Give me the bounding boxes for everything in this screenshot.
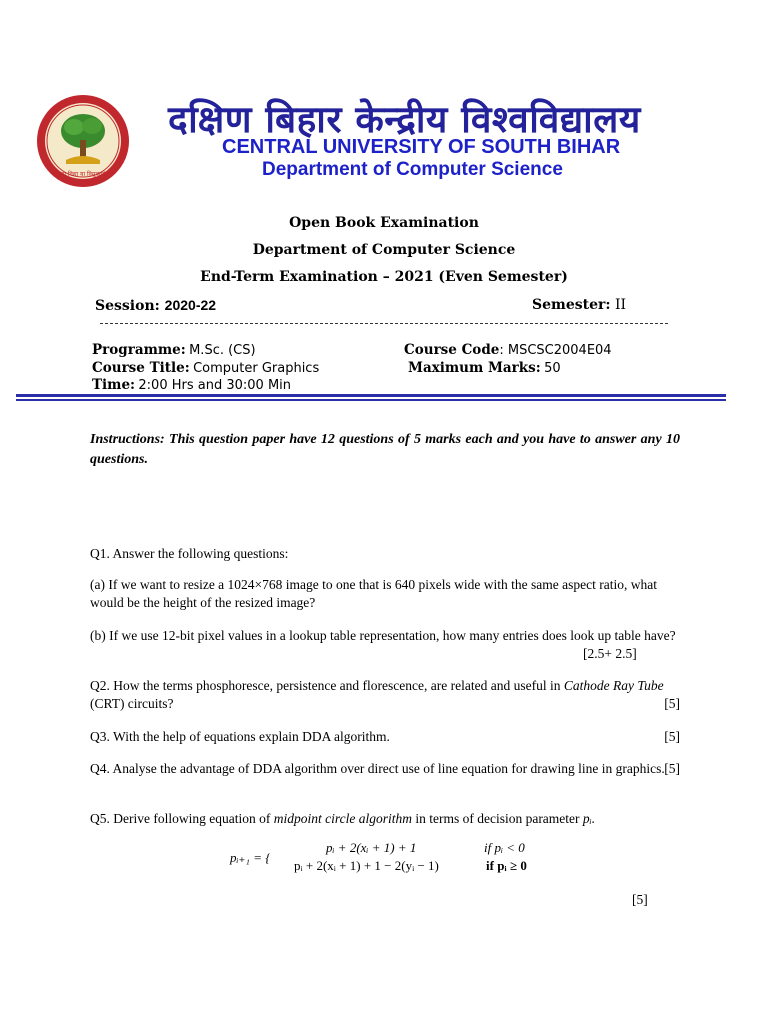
programme-label: Programme: bbox=[92, 342, 186, 358]
question-3 bbox=[90, 728, 680, 746]
header-rule-thin bbox=[16, 399, 726, 401]
max-marks-value: 50 bbox=[544, 361, 561, 376]
question-2-term: Cathode Ray Tube bbox=[563, 678, 664, 693]
course-code-value: : MSCSC2004E04 bbox=[499, 343, 612, 358]
exam-time bbox=[92, 377, 291, 393]
max-marks-label: Maximum Marks: bbox=[408, 360, 541, 376]
equation-lhs: pᵢ₊₁ = { bbox=[230, 850, 271, 865]
session bbox=[95, 297, 216, 314]
exam-type: Open Book Examination bbox=[289, 215, 479, 231]
question-5-text-end: in terms of decision parameter bbox=[415, 811, 580, 826]
equation-case-2: pᵢ + 2(xᵢ + 1) + 1 − 2(yᵢ − 1) bbox=[294, 858, 439, 873]
question-1a: (a) If we want to resize a 1024×768 image to one that is 640 pixels wide with the same aspect ratio, what would be the height of the resized image? bbox=[90, 577, 657, 610]
course-code bbox=[404, 342, 612, 358]
equation-condition-1: if pᵢ < 0 bbox=[484, 840, 525, 855]
question-2-marks: [5] bbox=[664, 696, 680, 711]
equation-case-1: pᵢ + 2(xᵢ + 1) + 1 bbox=[326, 840, 417, 855]
course-title bbox=[92, 360, 319, 376]
question-2-text-end: (CRT) circuits? bbox=[90, 696, 174, 711]
session-label: Session: bbox=[95, 298, 160, 314]
exam-department: Department of Computer Science bbox=[252, 242, 516, 258]
header-rule-thick bbox=[16, 394, 726, 397]
question-1: Q1. Answer the following questions: bbox=[90, 546, 289, 561]
programme-value: M.Sc. (CS) bbox=[189, 343, 256, 358]
question-3-marks: [5] bbox=[664, 729, 680, 744]
question-4 bbox=[90, 760, 680, 778]
university-name-hindi: दक्षिण बिहार केन्द्रीय विश्वविद्यालय bbox=[168, 98, 641, 141]
instructions: Instructions: This question paper have 12 questions of 5 marks each and you have to answer any 10 questions. bbox=[90, 432, 680, 467]
university-logo bbox=[36, 94, 130, 188]
course-code-label: Course Code bbox=[404, 342, 500, 358]
time-value: 2:00 Hrs and 30:00 Min bbox=[138, 378, 292, 393]
equation-condition-2: if pᵢ ≥ 0 bbox=[486, 858, 527, 873]
question-5-marks: [5] bbox=[632, 892, 648, 907]
semester bbox=[532, 297, 626, 313]
question-1-marks: [2.5+ 2.5] bbox=[583, 646, 637, 661]
time-label: Time: bbox=[92, 377, 136, 393]
semester-label: Semester: bbox=[532, 297, 611, 313]
logo-motto: सा विद्या या विमुक्तये bbox=[60, 171, 106, 178]
question-5-term: midpoint circle algorithm bbox=[273, 811, 412, 826]
course-title-value: Computer Graphics bbox=[193, 361, 320, 376]
semester-value: II bbox=[615, 297, 627, 313]
dashed-divider bbox=[100, 323, 668, 324]
maximum-marks bbox=[408, 360, 561, 376]
course-title-label: Course Title: bbox=[92, 360, 190, 376]
session-value: 2020-22 bbox=[164, 297, 217, 313]
question-4-text: Q4. Analyse the advantage of DDA algorithm over direct use of line equation for drawing line in graphics. bbox=[90, 761, 665, 776]
question-5-param: pᵢ. bbox=[582, 811, 596, 826]
university-name: CENTRAL UNIVERSITY OF SOUTH BIHAR bbox=[222, 136, 621, 158]
question-3-text: Q3. With the help of equations explain DDA algorithm. bbox=[90, 729, 390, 744]
programme bbox=[92, 342, 256, 358]
question-5-text: Q5. Derive following equation of bbox=[90, 811, 271, 826]
question-2 bbox=[90, 677, 680, 713]
question-2-text: Q2. How the terms phosphoresce, persistence and florescence, are related and useful in bbox=[90, 678, 561, 693]
department-name: Department of Computer Science bbox=[262, 159, 563, 180]
question-4-marks: [5] bbox=[664, 761, 680, 776]
question-1b: (b) If we use 12-bit pixel values in a lookup table representation, how many entries does look up table have? bbox=[90, 628, 676, 643]
exam-term: End-Term Examination – 2021 (Even Semester) bbox=[200, 269, 568, 285]
question-5 bbox=[90, 810, 680, 828]
